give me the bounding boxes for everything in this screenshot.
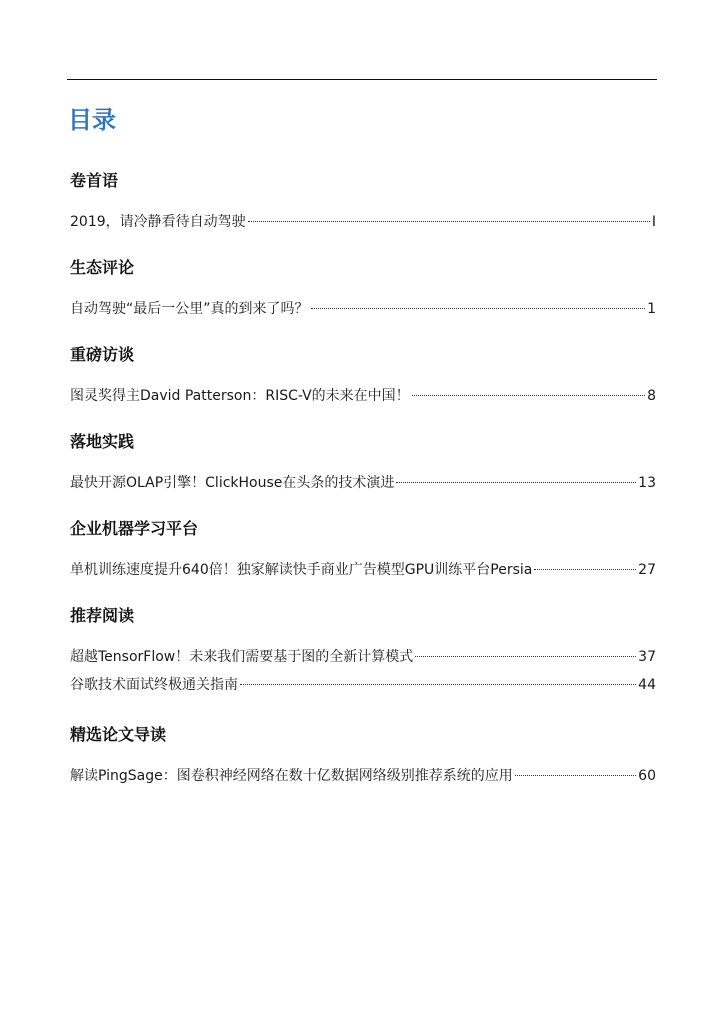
- toc-entry[interactable]: [70, 762, 656, 790]
- entry-title: 2019，请冷静看待自动驾驶: [70, 214, 246, 230]
- page-number: 60: [638, 768, 656, 784]
- dot-leader: [412, 394, 645, 396]
- page-number: 13: [638, 475, 656, 491]
- page-number: 27: [638, 562, 656, 578]
- dot-leader: [515, 774, 636, 776]
- page-number: 37: [638, 649, 656, 665]
- page-number: 1: [647, 301, 656, 317]
- entry-title: 最快开源OLAP引擎！ClickHouse在头条的技术演进: [70, 475, 395, 491]
- entry-title: 图灵奖得主David Patterson：RISC-V的未来在中国！: [70, 388, 410, 404]
- section-heading: 企业机器学习平台: [70, 519, 199, 538]
- toc-section-recommended: [70, 605, 656, 699]
- dot-leader: [311, 307, 646, 309]
- section-heading: 落地实践: [70, 432, 135, 451]
- entry-title: 谷歌技术面试终极通关指南: [70, 677, 238, 693]
- toc-section-paper-reading: [70, 724, 656, 790]
- toc-title: 目录: [68, 106, 116, 134]
- toc-entry[interactable]: [70, 671, 656, 699]
- toc-section-interview: [70, 344, 656, 410]
- dot-leader: [415, 655, 636, 657]
- dot-leader: [396, 481, 636, 483]
- toc-section-editorial: [70, 170, 656, 236]
- dot-leader: [248, 220, 650, 222]
- toc-entry[interactable]: [70, 295, 656, 323]
- entry-title: 单机训练速度提升640倍！独家解读快手商业广告模型GPU训练平台Persia: [70, 562, 533, 578]
- toc-section-ml-platform: [70, 518, 656, 584]
- toc-section-ecosystem-review: [70, 257, 656, 323]
- page-number: 8: [647, 388, 656, 404]
- toc-entry[interactable]: [70, 643, 656, 671]
- entry-title: 超越TensorFlow！未来我们需要基于图的全新计算模式: [70, 649, 414, 665]
- section-heading: 重磅访谈: [70, 345, 135, 364]
- dot-leader: [534, 568, 636, 570]
- entry-title: 自动驾驶“最后一公里”真的到来了吗？: [70, 301, 309, 317]
- header-rule: [67, 79, 657, 80]
- toc-entry[interactable]: [70, 469, 656, 497]
- page-number: I: [651, 214, 656, 230]
- toc-entry[interactable]: [70, 382, 656, 410]
- toc-section-practice: [70, 431, 656, 497]
- entry-title: 解读PingSage：图卷积神经网络在数十亿数据网络级别推荐系统的应用: [70, 768, 513, 784]
- page-number: 44: [638, 677, 656, 693]
- section-heading: 精选论文导读: [70, 725, 167, 744]
- toc-entry[interactable]: [70, 556, 656, 584]
- section-heading: 生态评论: [70, 258, 135, 277]
- toc-entry[interactable]: [70, 208, 656, 236]
- dot-leader: [240, 683, 636, 685]
- section-heading: 卷首语: [70, 171, 119, 190]
- section-heading: 推荐阅读: [70, 606, 135, 625]
